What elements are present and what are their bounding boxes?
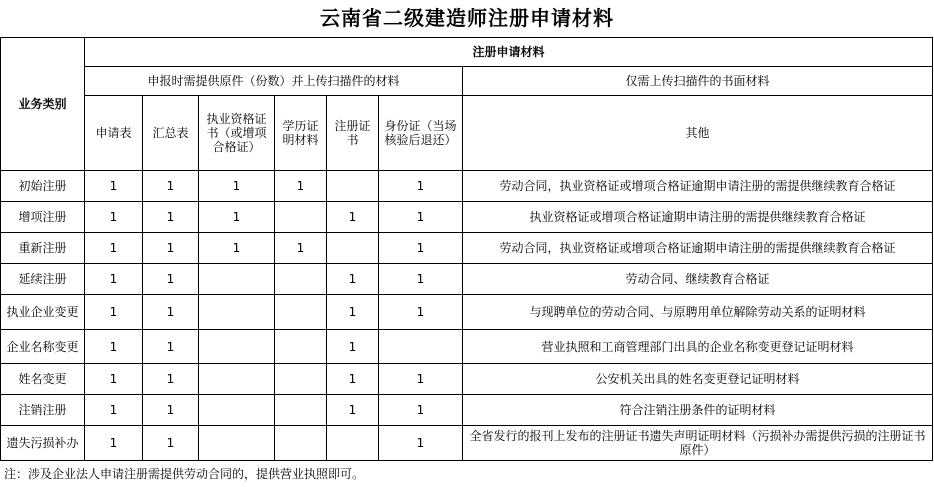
cell: 1 — [327, 295, 379, 330]
header-col-education: 学历证明材料 — [275, 96, 327, 171]
footnote: 注：涉及企业法人申请注册需提供劳动合同的，提供营业执照即可。 — [4, 467, 365, 481]
row-type: 姓名变更 — [1, 364, 85, 395]
cell — [275, 364, 327, 395]
cell: 1 — [85, 202, 143, 233]
cell: 1 — [85, 171, 143, 202]
table-row — [1, 295, 933, 330]
cell: 1 — [327, 330, 379, 364]
cell: 1 — [327, 202, 379, 233]
table-row — [1, 171, 933, 202]
table-row — [1, 364, 933, 395]
cell — [199, 364, 275, 395]
header-col-application: 申请表 — [85, 96, 143, 171]
table-row — [1, 264, 933, 295]
cell: 1 — [379, 426, 463, 461]
table-row — [1, 233, 933, 264]
row-type: 执业企业变更 — [1, 295, 85, 330]
cell: 1 — [199, 202, 275, 233]
cell: 1 — [143, 233, 199, 264]
cell — [327, 233, 379, 264]
row-type: 遗失污损补办 — [1, 426, 85, 461]
row-other: 与现聘单位的劳动合同、与原聘用单位解除劳动关系的证明材料 — [463, 295, 933, 330]
header-category: 业务类别 — [1, 38, 85, 171]
cell: 1 — [143, 202, 199, 233]
table-row — [1, 426, 933, 461]
cell — [199, 330, 275, 364]
header-col-id-card: 身份证（当场核验后退还） — [379, 96, 463, 171]
cell: 1 — [143, 171, 199, 202]
cell: 1 — [199, 171, 275, 202]
materials-table — [0, 37, 933, 461]
cell: 1 — [379, 171, 463, 202]
cell: 1 — [85, 364, 143, 395]
row-type: 重新注册 — [1, 233, 85, 264]
row-type: 企业名称变更 — [1, 330, 85, 364]
row-type: 初始注册 — [1, 171, 85, 202]
cell — [379, 330, 463, 364]
row-other: 全省发行的报刊上发布的注册证书遗失声明证明材料（污损补办需提供污损的注册证书原件） — [463, 426, 933, 461]
header-col-qualification: 执业资格证书（或增项合格证） — [199, 96, 275, 171]
row-other: 劳动合同，执业资格证或增项合格证逾期申请注册的需提供继续教育合格证 — [463, 171, 933, 202]
cell — [199, 295, 275, 330]
cell: 1 — [85, 233, 143, 264]
header-col-other: 其他 — [463, 96, 933, 171]
cell: 1 — [85, 426, 143, 461]
cell: 1 — [143, 264, 199, 295]
cell: 1 — [379, 364, 463, 395]
cell — [327, 171, 379, 202]
row-other: 公安机关出具的姓名变更登记证明材料 — [463, 364, 933, 395]
row-type: 注销注册 — [1, 395, 85, 426]
cell: 1 — [143, 295, 199, 330]
cell — [327, 426, 379, 461]
cell — [275, 395, 327, 426]
row-other: 劳动合同，执业资格证或增项合格证逾期申请注册的需提供继续教育合格证 — [463, 233, 933, 264]
table-row — [1, 395, 933, 426]
row-other: 劳动合同、继续教育合格证 — [463, 264, 933, 295]
cell: 1 — [143, 364, 199, 395]
cell — [199, 264, 275, 295]
cell — [275, 330, 327, 364]
cell: 1 — [275, 171, 327, 202]
cell: 1 — [379, 395, 463, 426]
cell — [275, 295, 327, 330]
header-sub-scan: 仅需上传扫描件的书面材料 — [463, 67, 933, 96]
cell: 1 — [379, 264, 463, 295]
cell: 1 — [85, 330, 143, 364]
row-other: 营业执照和工商管理部门出具的企业名称变更登记证明材料 — [463, 330, 933, 364]
cell: 1 — [379, 295, 463, 330]
header-col-registration-cert: 注册证书 — [327, 96, 379, 171]
cell: 1 — [143, 426, 199, 461]
cell: 1 — [143, 330, 199, 364]
page-title: 云南省二级建造师注册申请材料 — [320, 6, 614, 30]
cell: 1 — [379, 202, 463, 233]
cell: 1 — [85, 264, 143, 295]
cell: 1 — [85, 395, 143, 426]
cell: 1 — [199, 233, 275, 264]
cell — [199, 426, 275, 461]
cell: 1 — [85, 295, 143, 330]
row-type: 延续注册 — [1, 264, 85, 295]
row-other: 执业资格证或增项合格证逾期申请注册的需提供继续教育合格证 — [463, 202, 933, 233]
cell — [275, 264, 327, 295]
header-col-summary: 汇总表 — [143, 96, 199, 171]
cell: 1 — [327, 364, 379, 395]
cell — [199, 395, 275, 426]
cell: 1 — [327, 395, 379, 426]
cell: 1 — [143, 395, 199, 426]
cell — [275, 426, 327, 461]
cell — [275, 202, 327, 233]
cell: 1 — [275, 233, 327, 264]
row-type: 增项注册 — [1, 202, 85, 233]
table-row — [1, 202, 933, 233]
cell: 1 — [327, 264, 379, 295]
table-row — [1, 330, 933, 364]
header-group: 注册申请材料 — [85, 38, 933, 67]
header-sub-original: 申报时需提供原件（份数）并上传扫描件的材料 — [85, 67, 463, 96]
row-other: 符合注销注册条件的证明材料 — [463, 395, 933, 426]
cell: 1 — [379, 233, 463, 264]
